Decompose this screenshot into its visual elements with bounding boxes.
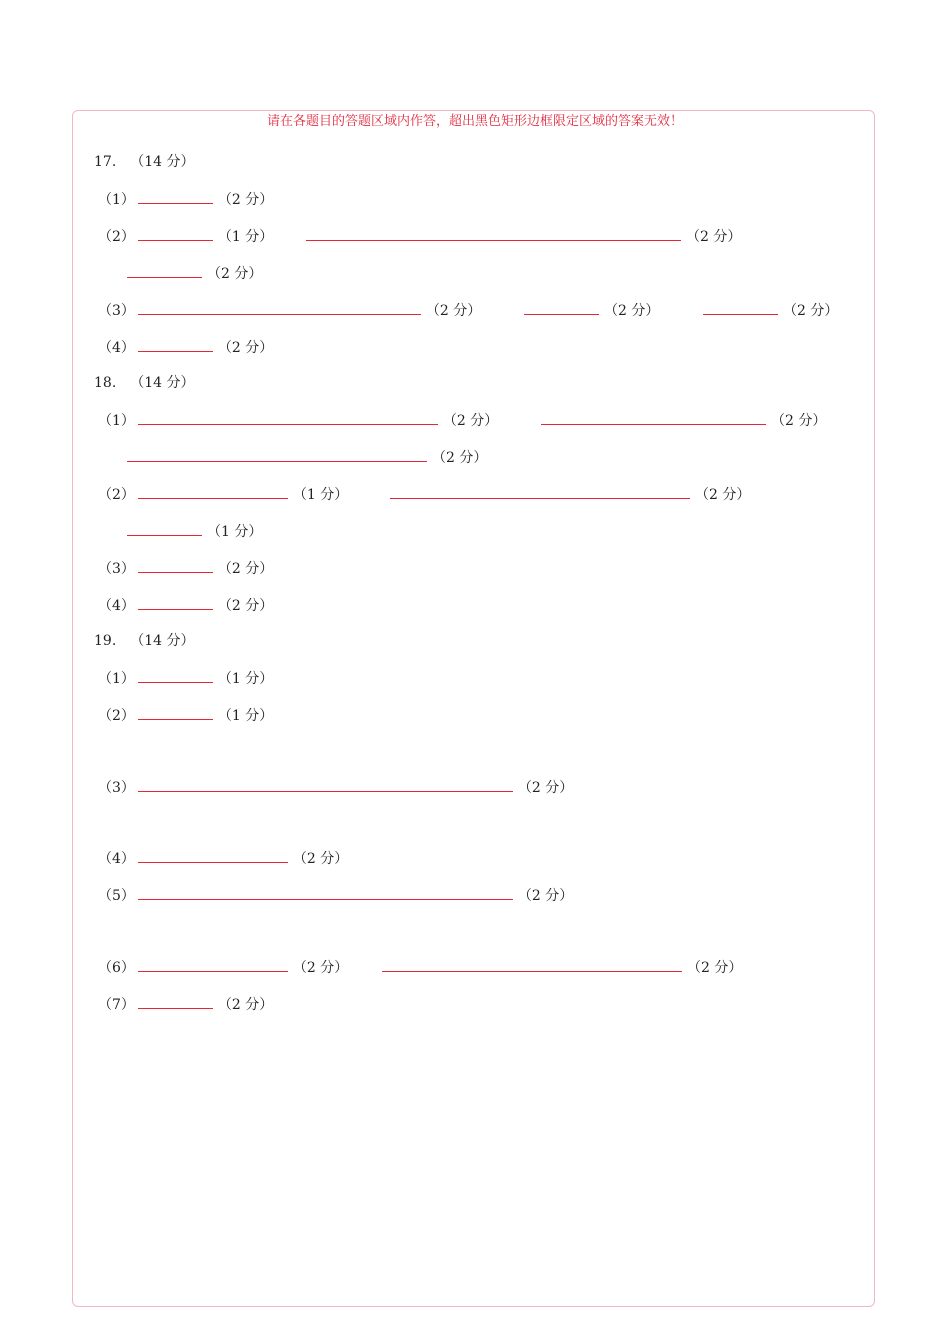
- question-19-title: [94, 631, 195, 651]
- question-score: （14 分）: [130, 154, 195, 170]
- blank-score: （1 分）: [217, 708, 274, 724]
- answer-blank[interactable]: [138, 226, 213, 241]
- blank-score: （2 分）: [517, 780, 574, 796]
- question-score: （14 分）: [130, 375, 195, 391]
- answer-blank[interactable]: [127, 521, 202, 536]
- q19-part-3: [98, 777, 573, 798]
- answer-blank[interactable]: [138, 558, 213, 573]
- question-score: （14 分）: [130, 633, 195, 649]
- q18-part-3: [98, 558, 273, 579]
- part-label: （3）: [98, 780, 135, 796]
- answer-blank[interactable]: [138, 337, 213, 352]
- part-label: （1）: [98, 413, 135, 429]
- q19-part-2: [98, 705, 273, 726]
- q18-part-2: [98, 484, 348, 505]
- answer-blank[interactable]: [524, 300, 599, 315]
- answer-blank[interactable]: [127, 263, 202, 278]
- blank-score: （2 分）: [292, 960, 349, 976]
- q17-part-3-blank-3: [700, 300, 838, 321]
- answer-blank[interactable]: [138, 595, 213, 610]
- part-label: （4）: [98, 598, 135, 614]
- blank-score: （2 分）: [604, 303, 660, 319]
- blank-score: （2 分）: [687, 960, 743, 976]
- blank-score: （2 分）: [217, 192, 274, 208]
- q19-part-6: [98, 957, 348, 978]
- answer-blank[interactable]: [306, 226, 681, 241]
- q17-part-2: [98, 226, 273, 247]
- blank-score: （1 分）: [217, 229, 274, 245]
- q19-part-7: [98, 994, 273, 1015]
- q18-part-1: [98, 410, 498, 431]
- blank-score: （2 分）: [432, 450, 488, 466]
- part-label: （2）: [98, 229, 135, 245]
- part-label: （3）: [98, 303, 135, 319]
- blank-score: （2 分）: [217, 997, 274, 1013]
- answer-blank[interactable]: [138, 705, 213, 720]
- blank-score: （2 分）: [783, 303, 839, 319]
- question-18-title: [94, 373, 195, 393]
- q19-part-1: [98, 668, 273, 689]
- part-label: （6）: [98, 960, 135, 976]
- blank-score: （1 分）: [217, 671, 274, 687]
- q18-part-2-blank-2: [387, 484, 750, 505]
- part-label: （4）: [98, 340, 135, 356]
- q17-part-3: [98, 300, 481, 321]
- blank-score: （1 分）: [207, 524, 263, 540]
- q18-part-4: [98, 595, 273, 616]
- answer-blank[interactable]: [138, 777, 513, 792]
- q18-part-1-blank-2: [538, 410, 826, 431]
- part-label: （1）: [98, 192, 135, 208]
- part-label: （2）: [98, 487, 135, 503]
- q17-part-2-blank-3: [124, 263, 262, 284]
- answer-blank[interactable]: [138, 885, 513, 900]
- q19-part-6-blank-2: [379, 957, 742, 978]
- q19-part-5: [98, 885, 573, 906]
- part-label: （5）: [98, 888, 135, 904]
- answer-blank[interactable]: [138, 668, 213, 683]
- answer-blank[interactable]: [138, 300, 421, 315]
- blank-score: （2 分）: [217, 598, 274, 614]
- q19-part-4: [98, 848, 348, 869]
- q17-part-4: [98, 337, 273, 358]
- answer-blank[interactable]: [138, 484, 288, 499]
- q17-part-3-blank-2: [521, 300, 659, 321]
- part-label: （3）: [98, 561, 135, 577]
- blank-score: （2 分）: [442, 413, 499, 429]
- answer-blank[interactable]: [703, 300, 778, 315]
- answer-blank[interactable]: [138, 994, 213, 1009]
- blank-score: （1 分）: [292, 487, 349, 503]
- answer-blank[interactable]: [127, 447, 427, 462]
- answer-blank[interactable]: [382, 957, 682, 972]
- answer-blank[interactable]: [138, 957, 288, 972]
- question-number: 17.: [94, 154, 117, 170]
- answer-blank[interactable]: [138, 410, 438, 425]
- blank-score: （2 分）: [217, 561, 274, 577]
- blank-score: （2 分）: [686, 229, 742, 245]
- answer-blank[interactable]: [541, 410, 766, 425]
- answer-area-notice: 请在各题目的答题区域内作答，超出黑色矩形边框限定区域的答案无效！: [266, 114, 683, 129]
- blank-score: （2 分）: [425, 303, 482, 319]
- q17-part-2-blank-2: [303, 226, 741, 247]
- part-label: （1）: [98, 671, 135, 687]
- part-label: （2）: [98, 708, 135, 724]
- part-label: （4）: [98, 851, 135, 867]
- answer-blank[interactable]: [138, 189, 213, 204]
- blank-score: （2 分）: [695, 487, 751, 503]
- question-number: 19.: [94, 633, 117, 649]
- answer-blank[interactable]: [390, 484, 690, 499]
- blank-score: （2 分）: [517, 888, 574, 904]
- blank-score: （2 分）: [292, 851, 349, 867]
- blank-score: （2 分）: [217, 340, 274, 356]
- q18-part-1-blank-3: [124, 447, 487, 468]
- part-label: （7）: [98, 997, 135, 1013]
- blank-score: （2 分）: [771, 413, 827, 429]
- question-17-title: [94, 152, 195, 172]
- question-number: 18.: [94, 375, 117, 391]
- q17-part-1: [98, 189, 273, 210]
- q18-part-2-blank-3: [124, 521, 262, 542]
- blank-score: （2 分）: [207, 266, 263, 282]
- answer-blank[interactable]: [138, 848, 288, 863]
